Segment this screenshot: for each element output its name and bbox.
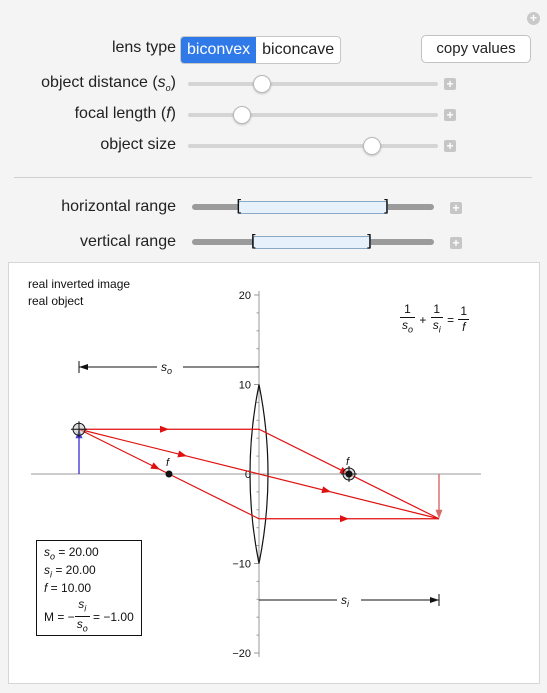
object-distance-plus-icon[interactable]: + xyxy=(444,78,456,90)
expand-controls-icon[interactable]: + xyxy=(527,12,540,25)
parallel-ray-arrow xyxy=(160,426,169,433)
so-value: $s_o = 20.00$ xyxy=(44,545,99,562)
focal-ray-arrow xyxy=(150,462,160,469)
y-tick-label: −20 xyxy=(232,648,251,660)
y-tick-label: 20 xyxy=(238,290,251,302)
vertical-range-label: vertical range xyxy=(79,233,176,250)
magnification-value: M = − $\frac{s_i}{s_o}$ = −1.00 xyxy=(44,597,134,634)
vertical-range-right-handle[interactable]: ] xyxy=(364,231,375,250)
y-tick-label: −10 xyxy=(232,558,251,571)
vertical-range-selection[interactable] xyxy=(253,236,371,249)
divider xyxy=(14,177,532,178)
si-dim-label: $s_i$ xyxy=(341,593,349,609)
focal-length-slider[interactable] xyxy=(188,113,438,117)
focal-point-left xyxy=(166,471,173,478)
si-value: $s_i = 20.00$ xyxy=(44,563,96,580)
object-distance-slider-knob[interactable] xyxy=(253,75,271,93)
lens-equation: $\frac{1}{s_o}$ + $\frac{1}{s_i}$ = $\frac{1}{f}$ xyxy=(402,302,468,335)
horizontal-range-slider[interactable] xyxy=(192,196,434,215)
object-size-row xyxy=(0,132,547,158)
so-dim-label: $s_o$ xyxy=(161,360,173,376)
object-size-label: object size xyxy=(100,136,176,153)
lens-option-biconcave[interactable]: biconcave xyxy=(262,41,335,58)
copy-values-button[interactable]: copy values xyxy=(421,35,531,63)
image-description xyxy=(28,276,130,310)
si-dim-arrow xyxy=(430,597,439,603)
horizontal-range-left-handle[interactable]: [ xyxy=(233,196,244,215)
y-tick-label: 0 xyxy=(244,469,251,481)
focal-length-plus-icon[interactable]: + xyxy=(444,109,456,121)
lens-type-selector[interactable] xyxy=(180,36,341,64)
object-distance-row xyxy=(0,70,547,96)
image-type-text: real inverted image xyxy=(28,277,131,291)
focal-label-left: f xyxy=(166,457,170,469)
object-size-slider-knob[interactable] xyxy=(363,137,381,155)
horizontal-range-row xyxy=(0,194,547,220)
horizontal-range-right-handle[interactable]: ] xyxy=(381,196,392,215)
vertical-range-plus-icon[interactable]: + xyxy=(450,237,462,249)
vertical-range-left-handle[interactable]: [ xyxy=(248,231,259,250)
focal-label-right: f xyxy=(346,456,350,468)
vertical-range-slider[interactable] xyxy=(192,231,434,250)
horizontal-range-plus-icon[interactable]: + xyxy=(450,202,462,214)
object-size-slider[interactable] xyxy=(188,144,438,148)
lens-option-biconvex[interactable]: biconvex xyxy=(181,37,256,63)
object-size-plus-icon[interactable]: + xyxy=(444,140,456,152)
so-dim-arrow xyxy=(79,364,88,370)
vertical-range-row xyxy=(0,229,547,255)
values-box xyxy=(36,540,142,636)
focal-length-slider-knob[interactable] xyxy=(233,106,251,124)
f-value: f = 10.00 xyxy=(44,581,92,595)
focal-length-row xyxy=(0,101,547,127)
horizontal-range-label: horizontal range xyxy=(61,198,176,215)
object-type-text: real object xyxy=(28,294,84,308)
focal-ray-refracted-arrow xyxy=(340,515,349,522)
horizontal-range-selection[interactable] xyxy=(238,201,388,214)
lens-type-label: lens type xyxy=(111,39,176,56)
y-tick-label: 10 xyxy=(238,379,251,392)
object-distance-label: object distance $(s_o)$ xyxy=(41,74,176,94)
object-distance-slider[interactable] xyxy=(188,82,438,86)
focal-length-label: focal length (f) xyxy=(74,105,176,122)
